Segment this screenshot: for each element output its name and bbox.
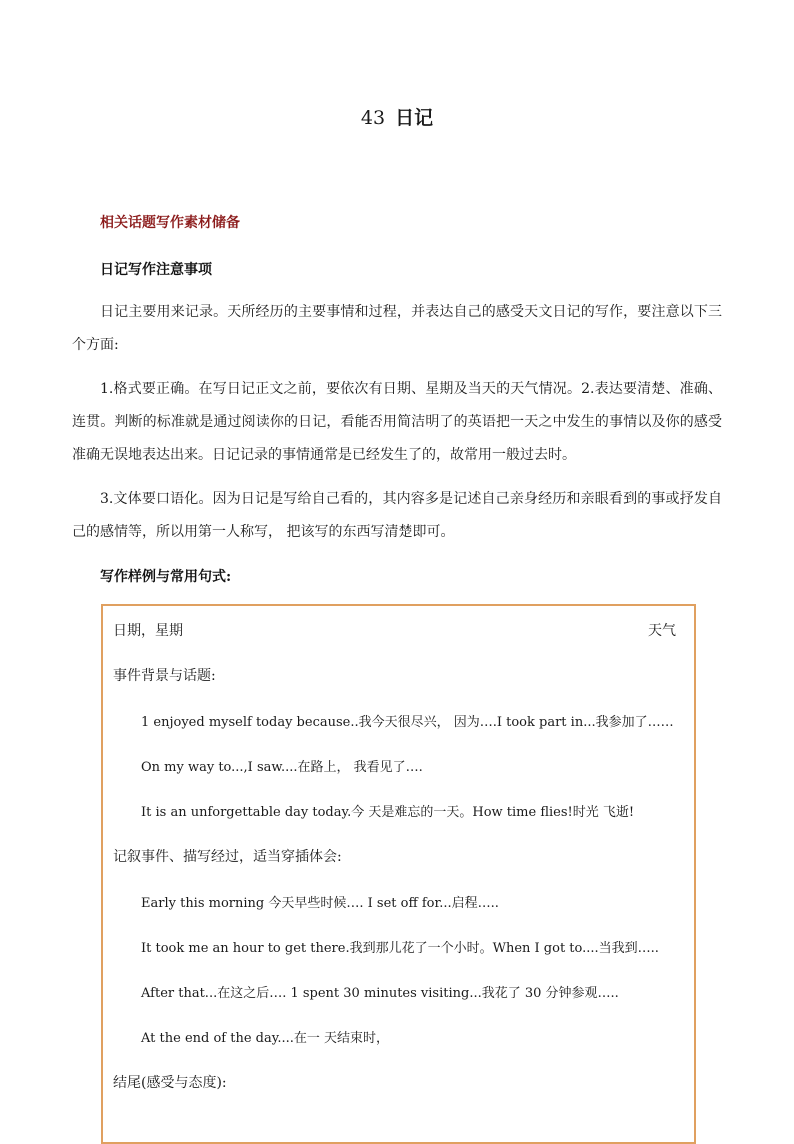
- examples-heading: 写作样例与常用句式:: [100, 569, 232, 585]
- background-item: 1 enjoyed myself today because..我今天很尽兴， 因为….I took part in...我参加了……: [141, 715, 674, 730]
- paragraph-format: 1.格式要正确。在写日记正文之前，要依次有日期、星期及当天的天气情况。2.表达要清楚、准确、连贯。判断的标准就是通过阅读你的日记，看能否用简洁明了的英语把一天之中发生的事情以及你的感受准确无误地表达出来。日记记录的事情通常是已经发生了的，故常用一般过去时。: [72, 381, 722, 463]
- page-title: [0, 103, 794, 130]
- date-label: 日期，星期: [113, 623, 183, 639]
- notes-heading: 日记写作注意事项: [100, 262, 212, 278]
- ending-heading: 结尾(感受与态度):: [113, 1075, 227, 1091]
- section-heading: 相关话题写作素材储备: [100, 215, 240, 231]
- narrative-item: After that...在这之后…. 1 spent 30 minutes visiting...我花了 30 分钟参观…..: [141, 986, 619, 1001]
- title-number: 43: [360, 107, 386, 129]
- background-heading: 事件背景与话题:: [113, 668, 216, 684]
- narrative-item: At the end of the day....在一 天结束时，: [141, 1031, 390, 1046]
- weather-label: 天气: [648, 623, 676, 639]
- narrative-heading: 记叙事件、描写经过，适当穿插体会:: [113, 849, 342, 865]
- example-box: [101, 604, 696, 1144]
- background-item: On my way to...,I saw....在路上， 我看见了….: [141, 760, 423, 775]
- paragraph-style: 3.文体要口语化。因为日记是写给自己看的，其内容多是记述自己亲身经历和亲眼看到的事或抒发自己的感情等，所以用第一人称写， 把该写的东西写清楚即可。: [72, 491, 722, 540]
- narrative-item: Early this morning 今天早些时候…. I set off for...启程…..: [141, 896, 499, 911]
- paragraph-intro: 日记主要用来记录。天所经历的主要事情和过程，并表达自己的感受天文日记的写作，要注意以下三个方面:: [72, 304, 722, 353]
- title-text: 日记: [395, 107, 434, 129]
- background-item: It is an unforgettable day today.今 天是难忘的一天。How time flies!时光 飞逝!: [141, 805, 635, 820]
- narrative-item: It took me an hour to get there.我到那儿花了一个小时。When I got to....当我到…..: [141, 941, 659, 956]
